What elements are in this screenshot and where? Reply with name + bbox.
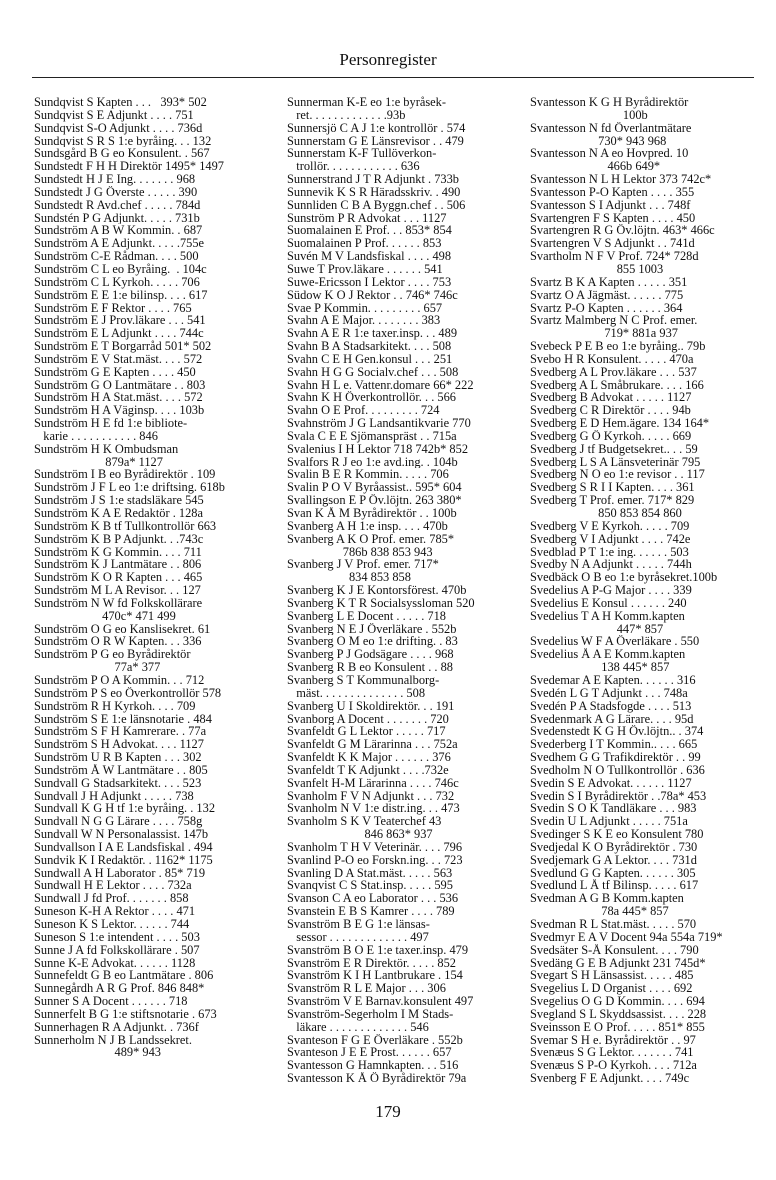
register-entry: Sundström O G eo Kanslisekret. 61 [34,622,211,636]
register-entry: Svedmyr E A V Docent 94a 554a 719* [530,930,723,944]
register-entry: Sunnegårdh A R G Prof. 846 848* [34,982,205,996]
register-entry: Svedberg B Advokat . . . . . 1127 [530,391,692,405]
register-entry: Svanström E R Direktör. . . . . 852 [287,956,456,970]
register-entry: Svedin S I Byrådirektör . .78a* 453 [530,789,707,803]
register-entry: Svalin B E R Kommin. . . . . 706 [287,468,449,482]
register-entry: Sundström K G Kommin. . . . 711 [34,545,202,559]
register-entry: Sundström E J Prov.läkare . . . 541 [34,314,206,328]
register-entry: Sunnefeldt G B eo Lantmätare . 806 [34,969,214,983]
register-entry: Sundström E L Adjunkt . . . . 744c [34,327,204,341]
register-entry: Sundstedt J G Överste . . . . . 390 [34,185,198,199]
register-entry: Sundström K J Lantmätare . . 806 [34,558,202,572]
register-entry: Svedlund G G Kapten. . . . . . 305 [530,866,696,880]
register-entry: Svantesson K Å Ö Byrådirektör 79a [287,1072,467,1085]
register-entry: 78a 445* 857 [530,905,669,918]
register-entry: Svedsäter S-Å Konsulent. . . . 790 [530,943,699,957]
register-entry: Svedberg J tf Budgetsekret.. . . 59 [530,442,698,456]
register-entry: Sundvall G Stadsarkitekt. . . . 523 [34,776,202,790]
register-entry: Svanfeldt G L Lektor . . . . . 717 [287,725,446,739]
register-entry: Svalfors R J eo 1:e avd.ing. . 104b [287,455,458,469]
register-column-2 [287,96,514,1085]
register-entry: 489* 943 [34,1046,162,1060]
register-entry: Svanholm N V 1:e distr.ing. . . 473 [287,802,460,816]
register-entry: Svederberg I T Kommin.. . . . 665 [530,738,698,752]
register-entry: Sundström K A E Redaktör . 128a [34,507,203,520]
register-entry: Sundström C L eo Byråing. . 104c [34,262,207,276]
register-entry: Sundström P O A Kommin. . . 712 [34,673,205,687]
register-entry: Svedberg C R Direktör . . . . 94b [530,404,691,418]
register-entry: Sundström E F Rektor . . . . 765 [34,301,192,315]
register-entry: Svahn C E H Gen.konsul . . . 251 [287,352,453,366]
register-column-3 [530,96,756,1085]
register-entry: Svedemar A E Kapten. . . . . . 316 [530,673,696,687]
register-entry: Sundström A B W Kommin. . 687 [34,224,203,238]
register-entry: Svahn B A Stadsarkitekt. . . . 508 [287,340,452,353]
register-entry: Svartholm N F V Prof. 724* 728d [530,250,699,263]
register-entry: Sundström N W fd Folkskollärare [34,596,203,610]
register-entry: Svanberg N E J Överläkare . 552b [287,622,457,636]
register-entry: Svedberg E D Hem.ägare. 134 164* [530,417,710,430]
register-entry: Svedén P A Stadsfogde . . . . 513 [530,699,692,713]
register-entry: Svedberg G Ö Kyrkoh. . . . . 669 [530,429,692,443]
register-entry: Svedinger S K E eo Konsulent 780 [530,828,704,841]
register-entry: Sunnerhagen R A Adjunkt. . 736f [34,1020,199,1034]
register-entry: Svartz B K A Kapten . . . . . 351 [530,275,688,289]
register-entry: 138 445* 857 [530,661,670,674]
register-entry: Sunnersjö C A J 1:e kontrollör . 574 [287,121,466,135]
register-entry: Svan K Å M Byrådirektör . . 100b [287,507,457,520]
register-entry: Svedberg N O eo 1:e revisor . . 117 [530,468,705,482]
register-entry: Sunnerman K-E eo 1:e byråsek- [287,96,446,109]
register-entry: Sundvall W N Personalassist. 147b [34,828,209,841]
register-entry: Südow K O J Rektor . . 746* 746c [287,288,458,302]
register-entry: Svantesson G Hamnkapten. . . 516 [287,1059,459,1073]
register-entry: Sunnerstam G E Länsrevisor . . 479 [287,134,464,148]
register-entry: Svedberg T Prof. emer. 717* 829 [530,494,695,507]
register-entry: Sveinsson E O Prof. . . . . 851* 855 [530,1020,705,1034]
register-entry: Svanström B O E 1:e taxer.insp. 479 [287,943,469,957]
register-entry: Sundvallson I A E Landsfiskal . 494 [34,840,213,854]
register-entry: Suwe-Ericsson I Lektor . . . . 753 [287,275,452,289]
register-entry: Sundvall N G G Lärare . . . . 758g [34,815,203,829]
register-entry: Svanholm T H V Veterinär. . . . 796 [287,840,463,854]
register-entry: Sunne K-E Advokat. . . . . . 1128 [34,956,196,970]
register-entry: 855 1003 [530,262,664,276]
register-entry: karie . . . . . . . . . . . 846 [34,429,158,443]
register-entry: Sundqvist S R S 1:e byråing. . . 132 [34,134,212,148]
register-entry: Suomalainen P Prof. . . . . . 853 [287,237,442,251]
register-entry: Svegland S L Skyddsassist. . . . 228 [530,1007,707,1021]
register-entry: Svemar S H e. Byrådirektör . . 97 [530,1033,696,1047]
register-entry: Svanström K I H Lantbrukare . 154 [287,969,463,983]
register-entry: Svanberg L E Docent . . . . . 718 [287,609,446,623]
register-entry: Svedelius A P-G Major . . . . 339 [530,584,692,597]
register-entry: Svartz O A Jägmäst. . . . . . 775 [530,288,684,302]
register-entry: Sundström R H Kyrkoh. . . . 709 [34,699,196,713]
register-entry: Sundström E V Stat.mäst. . . . 572 [34,352,203,366]
register-column-1 [34,96,274,1059]
register-entry: Svahn O E Prof. . . . . . . . . 724 [287,404,440,418]
register-entry: Svedin U L Adjunkt . . . . . 751a [530,815,688,829]
register-entry: Sundström U R B Kapten . . . 302 [34,751,202,764]
register-entry: Sunnevik K S R Häradsskriv. . 490 [287,185,461,199]
register-entry: Sundström G O Lantmätare . . 803 [34,378,206,392]
register-entry: Sundström Å W Lantmätare . . 805 [34,763,208,777]
register-entry: Sundwall J fd Prof. . . . . . . 858 [34,892,189,906]
register-entry: Svegart S H Länsassist. . . . . 485 [530,969,694,983]
register-entry: Svedberg A L Prov.läkare . . . 537 [530,365,697,379]
register-entry: 719* 881a 937 [530,327,678,341]
register-entry: Svanqvist C S Stat.insp. . . . . 595 [287,879,453,893]
register-entry: Svanström R L E Major . . . 306 [287,982,446,996]
register-entry: Suwe T Prov.läkare . . . . . . 541 [287,262,443,276]
register-entry: Sundström C-E Rådman. . . . 500 [34,250,199,263]
register-entry: Suneson K S Lektor. . . . . . 744 [34,918,190,931]
register-entry: Svartengren F S Kapten . . . . 450 [530,211,696,225]
register-entry: Sundström O R W Kapten. . . 336 [34,635,202,649]
register-entry: Sundstedt R Avd.chef . . . . . 784d [34,198,201,212]
register-entry: Svanström B E G 1:e länsas- [287,918,430,931]
register-entry: Sundström C L Kyrkoh. . . . . 706 [34,275,200,289]
register-entry: Sundström K B tf Tullkontrollör 663 [34,519,217,533]
register-entry: Sundström E E 1:e bilinsp. . . . 617 [34,288,208,302]
register-entry: 447* 857 [530,622,664,636]
register-entry: Sundström S H Advokat. . . . 1127 [34,738,204,752]
register-entry: Sunne J A fd Folkskollärare . 507 [34,943,200,957]
register-entry: Svanborg A Docent . . . . . . . 720 [287,712,449,726]
register-entry: Sundström P S eo Överkontrollör 578 [34,686,222,700]
register-entry: Sundström G E Kapten . . . . 450 [34,365,196,379]
register-entry: Svedenmark A G Lärare. . . . 95d [530,712,694,726]
register-entry: Svedblad P T 1:e ing. . . . . . 503 [530,545,689,559]
register-entry: Sundström H E fd 1:e bibliote- [34,417,188,430]
register-entry: Sundqvist S E Adjunkt . . . . 751 [34,108,194,122]
register-entry: Svanfelt H-M Lärarinna . . . . 746c [287,776,459,790]
register-entry: Svanberg P J Godsägare . . . . 968 [287,648,454,662]
register-entry: Sunnerholm N J B Landssekret. [34,1033,192,1047]
register-entry: Svartengren R G Öv.löjtn. 463* 466c [530,224,715,238]
register-entry: Sundwall H E Lektor . . . . 732a [34,879,192,893]
register-entry: Sundsgård B G eo Konsulent. . 567 [34,147,210,161]
register-entry: Svedelius Å A E Komm.kapten [530,648,686,662]
register-entry: 879a* 1127 [34,455,163,469]
register-entry: Sundwall A H Laborator . 85* 719 [34,866,206,880]
register-entry: Svedman A G B Komm.kapten [530,892,684,906]
register-entry: Svedelius E Konsul . . . . . . 240 [530,596,687,610]
register-entry: Sundstén P G Adjunkt. . . . . 731b [34,211,200,225]
register-entry: Svanberg S T Kommunalborg- [287,673,440,687]
register-entry: 77a* 377 [34,661,161,674]
register-entry: Svedlund L Å tf Bilinsp. . . . . 617 [530,879,699,893]
register-entry: Svartz P-O Kapten . . . . . . 364 [530,301,683,315]
register-entry: Sundström E T Borgarråd 501* 502 [34,340,212,353]
register-entry: läkare . . . . . . . . . . . . . 546 [287,1020,429,1034]
register-entry: Svedbäck O B eo 1:e byråsekret.100b [530,571,718,585]
register-entry: Svahn A E R 1:e taxer.insp. . . 489 [287,327,458,341]
register-entry: Sunnerstrand J T R Adjunkt . 733b [287,173,459,186]
register-entry: Svantesson S I Adjunkt . . . 748f [530,198,691,212]
register-entry: Svebo H R Konsulent. . . . . 470a [530,352,694,366]
register-entry: Sundström K B P Adjunkt. . .743c [34,532,204,546]
register-entry: Sundstedt F H H Direktör 1495* 1497 [34,160,224,174]
register-entry: Sundqvist S-O Adjunkt . . . . 736d [34,121,203,135]
register-entry: Suvén M V Landsfiskal . . . . 498 [287,250,452,263]
register-entry: Suneson K-H A Rektor . . . . 471 [34,905,196,918]
register-entry: Svahn H G G Socialv.chef . . . 508 [287,365,459,379]
register-entry: Svedén L G T Adjunkt . . . 748a [530,686,688,700]
register-entry: Svanberg A K O Prof. emer. 785* [287,532,455,546]
register-entry: Sunström P R Advokat . . . 1127 [287,211,447,225]
register-entry: Svantesson K G H Byrådirektör [530,96,689,109]
register-entry: 466b 649* [530,160,661,174]
register-entry: Svedenstedt K G H Öv.löjtn.. . 374 [530,725,704,739]
register-entry: Svartengren V S Adjunkt . . 741d [530,237,695,251]
register-entry: Svalenius I H Lektor 718 742b* 852 [287,442,469,456]
register-entry: Sundvall K G H tf 1:e byråing. . 132 [34,802,216,816]
register-entry: Svedjemark G A Lektor. . . . 731d [530,853,697,867]
register-entry: Sundvik K I Redaktör. . 1162* 1175 [34,853,213,867]
register-entry: Svedholm N O Tullkontrollör . 636 [530,763,705,777]
register-entry: Sundström H K Ombudsman [34,442,179,456]
register-entry: Sundqvist S Kapten . . . 393* 502 [34,96,207,109]
register-entry: Svedjedal K O Byrådirektör . 730 [530,840,698,854]
register-entry: Sunnerfelt B G 1:e stiftsnotarie . 673 [34,1007,217,1021]
register-entry: Svedberg A L Småbrukare. . . . 166 [530,378,704,392]
register-entry: Svallingson E P Öv.löjtn. 263 380* [287,494,462,507]
register-entry: Suomalainen E Prof. . . 853* 854 [287,224,452,238]
register-entry: Svanberg K T R Socialsyssloman 520 [287,596,475,610]
register-entry: sessor . . . . . . . . . . . . . 497 [287,930,429,944]
register-entry: Svanfeldt G M Lärarinna . . . 752a [287,738,458,752]
register-entry: Svanteson J E E Prost. . . . . . 657 [287,1046,452,1060]
register-entry: Svegelius O G D Kommin. . . . 694 [530,995,705,1008]
register-entry: Svae P Kommin. . . . . . . . . 657 [287,301,443,315]
register-entry: Svala C E E Sjömanspräst . . 715a [287,429,457,443]
register-entry: 834 853 858 [287,571,411,585]
register-entry: 730* 943 968 [530,134,667,148]
register-entry: Sundström H A Väginsp. . . . 103b [34,404,205,418]
register-entry: Svanholm F V N Adjunkt . . . 732 [287,789,455,803]
register-entry: Svenæus S P-O Kyrkoh. . . . 712a [530,1059,697,1073]
register-entry: Sundström K O R Kapten . . . 465 [34,571,203,585]
register-entry: Svanström-Segerholm I M Stads- [287,1007,454,1021]
register-entry: 100b [530,108,648,122]
register-entry: Svedberg V I Adjunkt . . . . 742e [530,532,691,546]
register-entry: Sundström J F L eo 1:e driftsing. 618b [34,481,225,495]
register-entry: Svantesson P-O Kapten . . . . 355 [530,185,695,199]
register-entry: Sunnerstam K-F Tullöverkon- [287,147,437,161]
register-entry: Svedberg L S A Länsveterinär 795 [530,455,701,469]
register-entry: Svanlind P-O eo Forskn.ing. . . 723 [287,853,463,867]
page-title: Personregister [339,50,437,69]
register-entry: Svantesson N L H Lektor 373 742c* [530,173,712,186]
register-entry: ret. . . . . . . . . . . . .93b [287,108,406,122]
register-entry: Svebeck P E B eo 1:e byråing.. 79b [530,340,706,353]
register-entry: trollör. . . . . . . . . . . . 636 [287,160,420,174]
page-number: 179 [375,1102,401,1121]
register-entry: Sundström P G eo Byrådirektör [34,648,191,662]
register-entry: mäst. . . . . . . . . . . . . . 508 [287,686,426,700]
register-entry: Svanberg O M eo 1:e drifting. . 83 [287,635,458,649]
register-entry: Svanberg J V Prof. emer. 717* [287,558,439,572]
register-entry: Svartz Malmberg N C Prof. emer. [530,314,698,328]
register-entry: Sundvall J H Adjunkt . . . . . 738 [34,789,194,803]
register-entry: Svanberg R B eo Konsulent . . 88 [287,661,454,674]
register-entry: Sundström A E Adjunkt. . . . .755e [34,237,205,251]
register-entry: Svantesson N fd Överlantmätare [530,121,692,135]
register-entry: Sundström H A Stat.mäst. . . . 572 [34,391,203,405]
register-entry: Svedin S O K Tandläkare . . . 983 [530,802,697,816]
header-rule [32,77,754,78]
register-entry: Svedberg V E Kyrkoh. . . . . 709 [530,519,690,533]
register-entry: Svanberg A H 1:e insp. . . . 470b [287,519,448,533]
register-entry: Svanberg K J E Kontorsförest. 470b [287,584,467,597]
register-entry: Sundström S E 1:e länsnotarie . 484 [34,712,212,726]
register-entry: Svedman R L Stat.mäst. . . . . 570 [530,918,697,931]
register-entry: Svalin P O V Byråassist.. 595* 604 [287,481,462,495]
register-entry: Svedelius W F A Överläkare . 550 [530,635,700,649]
register-entry: Svanfeldt K K Major . . . . . . 376 [287,751,451,764]
register-entry: Svanteson F G E Överläkare . 552b [287,1033,463,1047]
register-entry: Svahn K H Överkontrollör. . . 566 [287,391,456,405]
register-entry: Svanström V E Barnav.konsulent 497 [287,995,474,1008]
register-entry: Svedberg S R I I Kapten. . . . 361 [530,481,695,495]
register-entry: Sundström J S 1:e stadsläkare 545 [34,494,204,507]
register-entry: 846 863* 937 [287,828,433,841]
register-entry: Svedby N A Adjunkt . . . . . 744h [530,558,692,572]
register-entry: Svahn H L e. Vattenr.domare 66* 222 [287,378,474,392]
register-entry: Svedin S E Advokat. . . . . . 1127 [530,776,692,790]
register-entry: Svedelius T A H Komm.kapten [530,609,685,623]
register-entry: Svanling D A Stat.mäst. . . . . 563 [287,866,453,880]
register-entry: Svenæus S G Lektor. . . . . . . 741 [530,1046,694,1060]
register-entry: Sundström M L A Revisor. . . 127 [34,584,201,597]
register-entry: Svenberg F E Adjunkt. . . . 749c [530,1072,690,1085]
register-entry: Sunner S A Docent . . . . . . 718 [34,995,188,1008]
register-entry: Svedhem G G Trafikdirektör . . 99 [530,751,701,764]
register-entry: Sunnliden C B A Byggn.chef . . 506 [287,198,466,212]
register-entry: Suneson S 1:e intendent . . . . 503 [34,930,200,944]
register-entry: Svanstein E B S Kamrer . . . . 789 [287,905,455,918]
register-entry: Sundstedt H J E Ing. . . . . . . 968 [34,173,196,186]
register-entry: Svantesson N A eo Hovpred. 10 [530,147,689,161]
register-entry: Svanfeldt T K Adjunkt . . . .732e [287,763,449,777]
register-entry: Svedäng G E B Adjunkt 231 745d* [530,956,706,970]
register-entry: 786b 838 853 943 [287,545,433,559]
register-entry: 850 853 854 860 [530,507,682,520]
register-entry: Svanberg U I Skoldirektör. . . 191 [287,699,455,713]
register-entry: Svahnström J G Landsantikvarie 770 [287,417,471,430]
register-entry: Svanholm S K V Teaterchef 43 [287,815,442,829]
register-entry: Svahn A E Major. . . . . . . . 383 [287,314,441,328]
register-entry: 470c* 471 499 [34,609,176,623]
register-entry: Sundström I B eo Byrådirektör . 109 [34,468,216,482]
register-entry: Svegelius L D Organist . . . . 692 [530,982,693,996]
register-entry: Sundström S F H Kamrerare. . 77a [34,725,207,739]
register-entry: Svanson C A eo Laborator . . . 536 [287,892,459,906]
